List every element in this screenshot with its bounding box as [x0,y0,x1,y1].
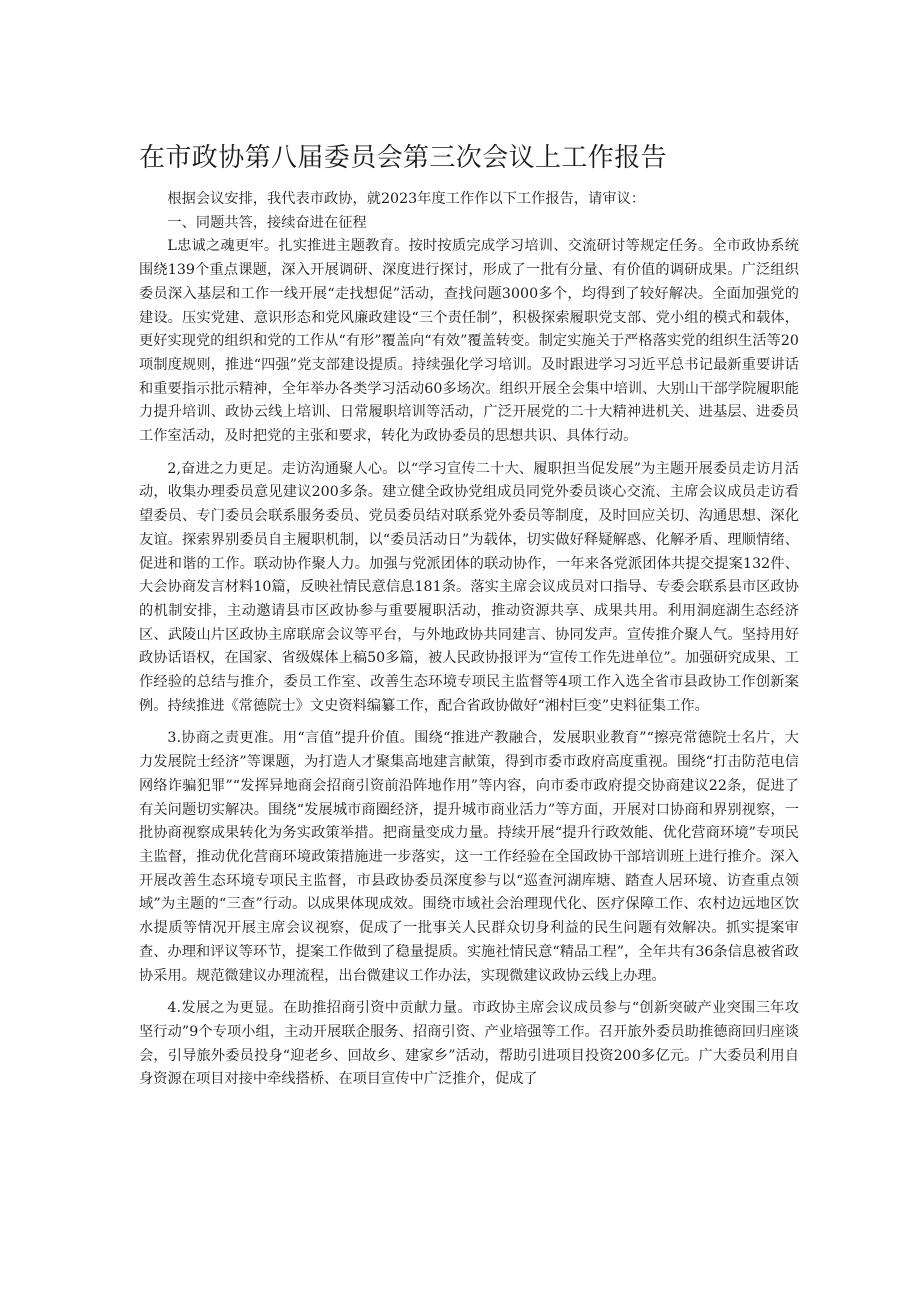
body-paragraph: 4.发展之为更显。在助推招商引资中贡献力量。市政协主席会议成员参与“创新突破产业突围三年攻坚行动”9个专项小组，主动开展联企服务、招商引资、产业培强等工作。召开旅外委员助推德商回归座谈会，引导旅外委员投身“迎老乡、回故乡、建家乡”活动，帮助引进项目投资200多亿元。广大委员利用自身资源在项目对接中牵线搭桥、在项目宣传中广泛推介，促成了 [139,1000,799,1088]
body-paragraph: 2,奋进之力更足。走访沟通聚人心。以“学习宣传二十大、履职担当促发展”为主题开展委员走访月活动，收集办理委员意见建议200多条。建立健全政协党组成员同党外委员谈心交流、主席会议成员走访看望委员、专门委员会联系服务委员、党员委员结对联系党外委员等制度，及时回应关切、沟通思想、深化友谊。探索界别委员自主履职机制，以“委员活动日”为载体，切实做好释疑解惑、化解矛盾、理顺情绪、促进和谐的工作。联动协作聚人力。加强与党派团体的联动协作，一年来各党派团体共提交提案132件、大会协商发言材料10篇，反映社情民意信息181条。落实主席会议成员对口指导、专委会联系县市区政协的机制安排，主动邀请县市区政协参与重要履职活动，推动资源共享、成果共用。利用洞庭湖生态经济区、武陵山片区政协主席联席会议等平台，与外地政协共同建言、协同发声。宣传推介聚人气。坚持用好政协话语权，在国家、省级媒体上稿50多篇，被人民政协报评为“宣传工作先进单位”。加强研究成果、工作经验的总结与推介，委员工作室、改善生态环境专项民主监督等4项工作入选全省市县政协工作创新案例。持续推进《常德院士》文史资料编纂工作，配合省政协做好“湘村巨变”史料征集工作。 [139,460,799,714]
body-paragraph: L忠诚之魂更牢。扎实推进主题教育。按时按质完成学习培训、交流研讨等规定任务。全市政协系统围绕139个重点课题，深入开展调研、深度进行探讨，形成了一批有分量、有价值的调研成果。广泛组织委员深入基层和工作一线开展“走找想促”活动，查找问题3000多个，均得到了较好解决。全面加强党的建设。压实党建、意识形态和党风廉政建设“三个责任制”，积极探索履职党支部、党小组的模式和载体，更好实现党的组织和党的工作从“有形”覆盖向“有效”覆盖转变。制定实施关于严格落实党的组织生活等20项制度规则，推进“四强”党支部建设提质。持续强化学习培训。及时跟进学习习近平总书记最新重要讲话和重要指示批示精神，全年举办各类学习活动60多场次。组织开展全会集中培训、大别山干部学院履职能力提升培训、政协云线上培训、日常履职培训等活动，广泛开展党的二十大精神进机关、进基层、进委员工作室活动，及时把党的主张和要求，转化为政协委员的思想共识、具体行动。 [139,238,799,445]
document-body [139,188,799,1101]
section-heading: 一、同题共答，接续奋进在征程 [167,214,367,231]
intro-paragraph: 根据会议安排，我代表市政协，就2023年度工作作以下工作报告，请审议： [167,191,646,207]
document-title: 在市政协第八届委员会第三次会议上工作报告 [139,143,668,173]
body-paragraph: 3.协商之责更准。用“言值”提升价值。围绕“推进产教融合，发展职业教育”“擦亮常德院士名片，大力发展院士经济”等课题，为打造人才聚集高地建言献策，得到市委市政府高度重视。围绕“打击防范电信网络诈骗犯罪”“发挥异地商会招商引资前沿阵地作用”等内容，向市委市政府提交协商建议22条，促进了有关问题切实解决。围绕“发展城市商圈经济，提升城市商业活力”等方面，开展对口协商和界别视察，一批协商视察成果转化为务实政策举措。把商量变成力量。持续开展“提升行政效能、优化营商环境”专项民主监督，推动优化营商环境政策措施进一步落实，这一工作经验在全国政协干部培训班上进行推介。深入开展改善生态环境专项民主监督，市县政协委员深度参与以“巡查河湖库塘、踏查人居环境、访查重点领域”为主题的“三查”行动。以成果体现成效。围绕市域社会治理现代化、医疗保障工作、农村边远地区饮水提质等情况开展主席会议视察，促成了一批事关人民群众切身利益的民生问题有效解决。抓实提案审查、办理和评议等环节，提案工作做到了稳量提质。实施社情民意“精品工程”，全年共有36条信息被省政协采用。规范微建议办理流程，出台微建议工作办法，实现微建议政协云线上办理。 [139,730,799,984]
